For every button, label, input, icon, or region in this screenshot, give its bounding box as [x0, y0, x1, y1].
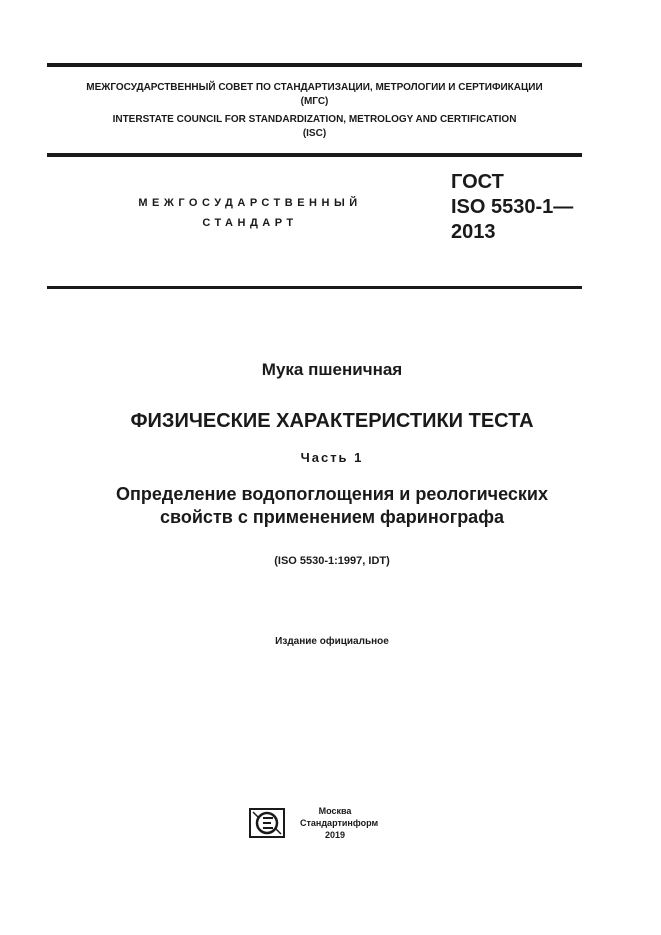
part-label: Часть 1 — [300, 450, 364, 465]
header-divider — [47, 153, 582, 157]
subtitle — [47, 483, 617, 529]
standard-type — [110, 193, 390, 233]
title-divider — [47, 286, 582, 289]
council-en-abbr: (ISC) — [302, 128, 327, 139]
imprint-city: Москва — [318, 806, 352, 816]
council-en-text: INTERSTATE COUNCIL FOR STANDARDIZATION, METROLOGY AND CERTIFICATION — [112, 114, 517, 125]
gost-year: 2013 — [451, 221, 496, 243]
imprint-publisher: Стандартинформ — [300, 818, 379, 828]
council-ru-text: МЕЖГОСУДАРСТВЕННЫЙ СОВЕТ ПО СТАНДАРТИЗАЦИИ, МЕТРОЛОГИИ И СЕРТИФИКАЦИИ — [86, 82, 543, 93]
top-rule — [47, 63, 582, 67]
council-name-ru — [47, 81, 582, 109]
standard-type-line1: МЕЖГОСУДАРСТВЕННЫЙ — [138, 197, 362, 209]
subtitle-line2: свойств с применением фаринографа — [160, 507, 504, 527]
publisher-imprint — [300, 805, 379, 841]
council-name-en — [47, 113, 582, 141]
standard-type-line2: СТАНДАРТ — [202, 217, 298, 229]
iso-reference: (ISO 5530-1:1997, IDT) — [274, 555, 390, 567]
edition-label: Издание официальное — [275, 636, 389, 647]
gost-designation — [451, 170, 573, 245]
imprint-year: 2019 — [324, 830, 346, 840]
gost-label: ГОСТ — [451, 171, 504, 193]
gost-number: ISO 5530-1— — [451, 196, 574, 218]
standartinform-logo-icon — [249, 808, 285, 838]
product-title: Мука пшеничная — [261, 360, 403, 379]
subtitle-line1: Определение водопоглощения и реологических — [116, 484, 548, 504]
main-title: ФИЗИЧЕСКИЕ ХАРАКТЕРИСТИКИ ТЕСТА — [130, 410, 534, 432]
council-ru-abbr: (МГС) — [300, 96, 329, 107]
